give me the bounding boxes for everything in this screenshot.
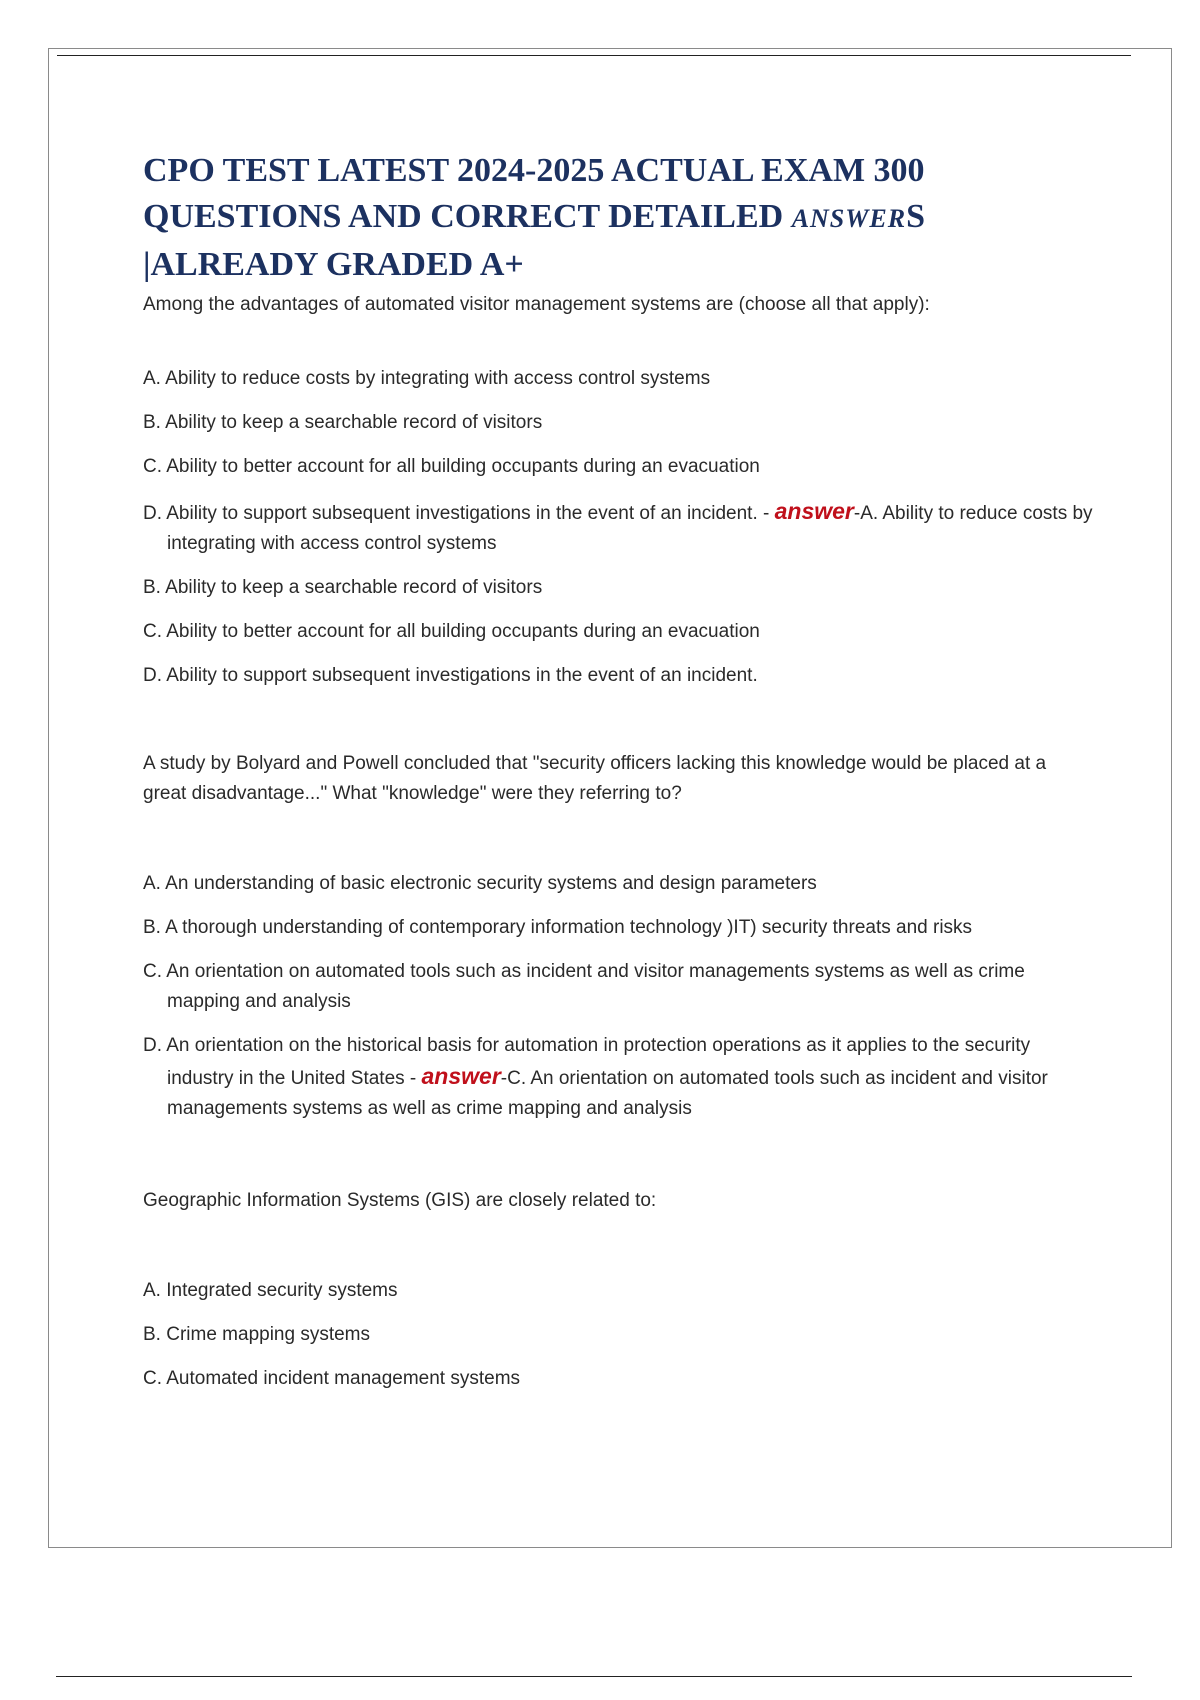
option-a: A. An understanding of basic electronic security systems and design parameters bbox=[143, 873, 817, 894]
option-b: B. Crime mapping systems bbox=[143, 1324, 371, 1345]
answer-label: answer bbox=[774, 498, 854, 524]
option-d-with-answer: D. An orientation on the historical basis for automation in protection operations as it applies to the security industry in the United States - answer-C. An orientation on automated tools such as incident and visitor managements systems as well as crime mapping and analysis bbox=[143, 1035, 1048, 1119]
option-c: C. Automated incident management systems bbox=[143, 1368, 521, 1389]
option-d-with-answer: D. Ability to support subsequent investigations in the event of an incident. - answer-A. Ability to reduce costs by integrating with access control systems bbox=[143, 498, 1093, 554]
option-a: A. Ability to reduce costs by integrating with access control systems bbox=[143, 368, 711, 389]
option-c-repeat: C. Ability to better account for all building occupants during an evacuation bbox=[143, 621, 760, 642]
option-d-repeat: D. Ability to support subsequent investigations in the event of an incident. bbox=[143, 665, 758, 686]
document-title: CPO TEST LATEST 2024-2025 ACTUAL EXAM 300 QUESTIONS AND CORRECT DETAILED ANSWERS |ALREADY GRADED A+ bbox=[143, 152, 925, 283]
option-b-repeat: B. Ability to keep a searchable record of visitors bbox=[143, 577, 543, 598]
option-b: B. A thorough understanding of contemporary information technology )IT) security threats and risks bbox=[143, 917, 973, 938]
top-rule bbox=[57, 55, 1131, 56]
option-c: C. Ability to better account for all building occupants during an evacuation bbox=[143, 456, 760, 477]
question-1-options bbox=[143, 364, 1093, 691]
document-body bbox=[143, 148, 1093, 1394]
question-2-prompt: A study by Bolyard and Powell concluded that "security officers lacking this knowledge would be placed at a great disadvantage..." What "knowledge" were they referring to? bbox=[143, 753, 1047, 804]
bottom-rule bbox=[56, 1676, 1132, 1677]
question-2-options bbox=[143, 869, 1093, 1124]
option-b: B. Ability to keep a searchable record of visitors bbox=[143, 412, 543, 433]
question-1-prompt: Among the advantages of automated visitor management systems are (choose all that apply): bbox=[143, 294, 930, 315]
option-a: A. Integrated security systems bbox=[143, 1280, 398, 1301]
question-3-options bbox=[143, 1276, 1093, 1394]
option-c: C. An orientation on automated tools such as incident and visitor managements systems as well as crime mapping and analysis bbox=[143, 961, 1025, 1012]
answer-label: answer bbox=[421, 1063, 501, 1089]
question-3-prompt: Geographic Information Systems (GIS) are closely related to: bbox=[143, 1190, 657, 1211]
